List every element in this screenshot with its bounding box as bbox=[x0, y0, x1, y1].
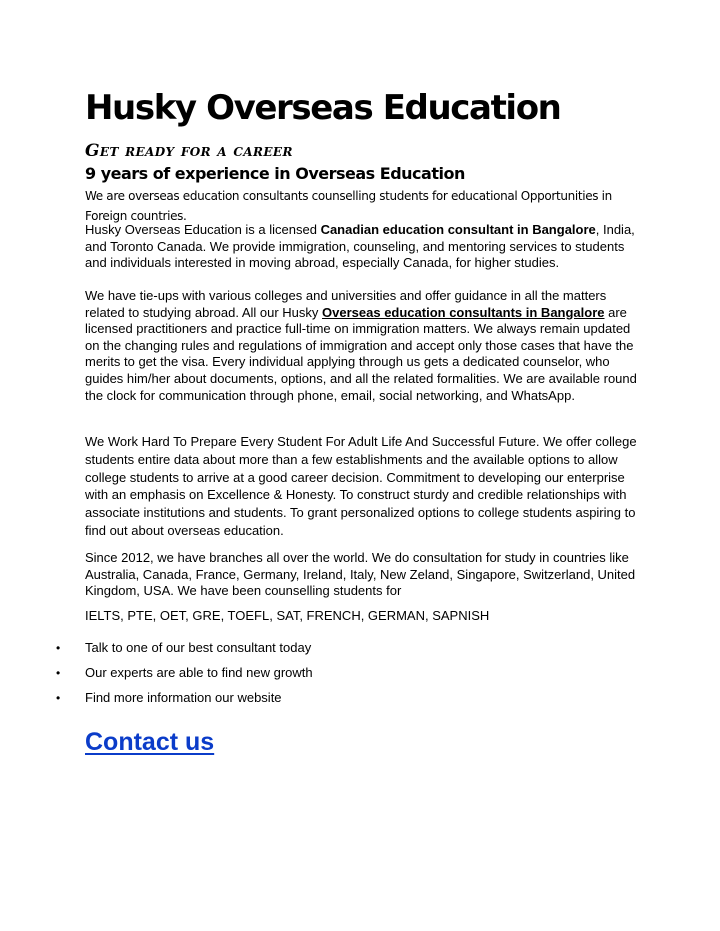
paragraph-tieups bbox=[85, 288, 645, 404]
paragraph-text: Husky Overseas Education is a licensed bbox=[85, 222, 321, 237]
subheading: 9 years of experience in Overseas Education bbox=[85, 164, 465, 183]
consultants-link[interactable]: Overseas education consultants in Bangalore bbox=[322, 304, 605, 320]
bullet-icon: • bbox=[56, 666, 61, 680]
bullet-icon: • bbox=[56, 691, 61, 705]
list-item-text: Talk to one of our best consultant today bbox=[85, 640, 312, 655]
paragraph-text: , India, and Toronto Canada. We provide immigration, counseling, and mentoring services to students and individuals interested in moving abroad, especially Canada, for higher studies. bbox=[85, 222, 635, 271]
list-item-text: Find more information our website bbox=[85, 690, 282, 705]
paragraph-text: We have tie-ups with various colleges and universities and offer guidance in all the matters related to studying abroad. All our Husky bbox=[85, 288, 607, 320]
paragraph-mission: We Work Hard To Prepare Every Student For Adult Life And Successful Future. We offer college students entire data about more than a few establishments and the available options to allow college students to arrive at a good career decision. Commitment to developing our enterprise with an emphasis on Excellence & Honesty. To construct sturdy and credible relationships with associate institutions and students. To grant personalized options to college students aspiring to find out about overseas education. bbox=[85, 434, 637, 538]
list-item-text: Our experts are able to find new growth bbox=[85, 665, 313, 680]
bullet-icon: • bbox=[56, 641, 61, 655]
bold-keyword: Canadian education consultant in Bangalore bbox=[320, 222, 596, 237]
paragraph-branches: Since 2012, we have branches all over the world. We do consultation for study in countries like Australia, Canada, France, Germany, Ireland, Italy, New Zeland, Singapore, Switzerland, United Kingdom, USA. We have been counselling students for bbox=[85, 550, 636, 599]
test-list: IELTS, PTE, OET, GRE, TOEFL, SAT, FRENCH, GERMAN, SAPNISH bbox=[85, 608, 490, 623]
paragraph-licensed bbox=[85, 222, 645, 272]
paragraph-text: are licensed practitioners and practice full-time on immigration matters. We always remain updated on the changing rules and regulations of immigration and accept only those cases that have the merits to get the visa. Every individual applying through us gets a dedicated counselor, who guides him/her about documents, options, and all the related formalities. We are available round the clock for communication through phone, email, social networking, and WhatsApp. bbox=[85, 304, 637, 403]
tagline: Get ready for a career bbox=[85, 141, 293, 161]
intro-text: We are overseas education consultants counselling students for educational Opportunities in Foreign countries. bbox=[85, 189, 612, 223]
contact-us-link[interactable]: Contact us bbox=[85, 728, 215, 756]
page-title: Husky Overseas Education bbox=[85, 88, 561, 128]
